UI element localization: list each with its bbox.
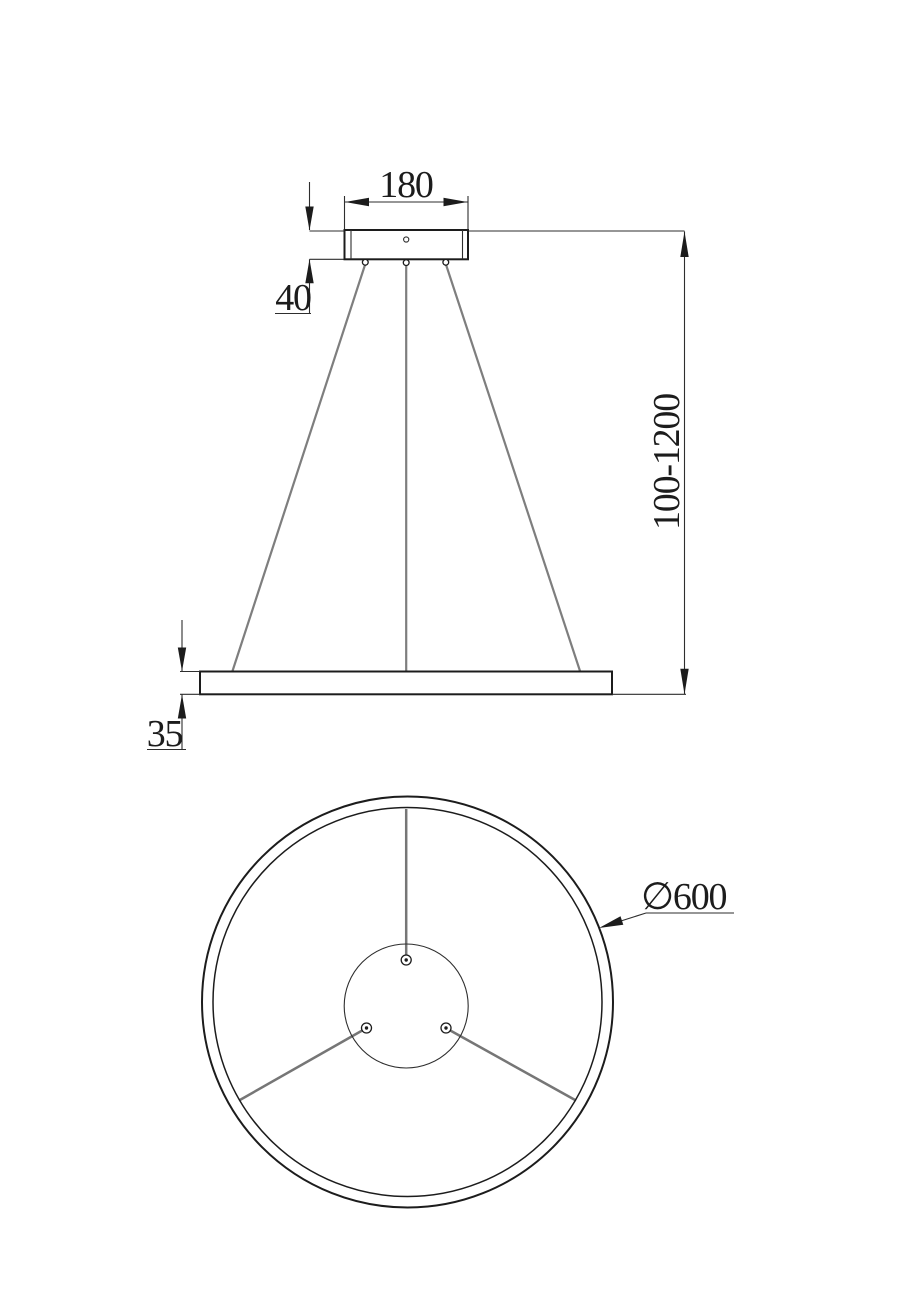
dimension-ring-diameter [599, 876, 734, 928]
front-view [147, 164, 689, 755]
dimension-canopy-height [275, 182, 314, 319]
dimension-suspension-height [646, 232, 689, 695]
suspension-wire-right [446, 264, 580, 671]
dimension-label-suspension-height: 100-1200 [646, 393, 688, 531]
light-ring-side-profile [180, 672, 686, 695]
wire-mount-top-dot [405, 958, 408, 961]
dimension-label-canopy-height: 40 [275, 277, 311, 319]
dimension-label-ring-height: 35 [146, 713, 183, 755]
arrowhead-down-icon [178, 648, 186, 672]
spoke-lower-right [450, 1031, 576, 1101]
dimension-canopy-width [345, 164, 469, 229]
dimension-label-canopy-width: 180 [379, 164, 433, 206]
suspension-wire-left [233, 264, 366, 671]
wire-mount-left-dot [365, 1026, 368, 1029]
spoke-lower-left [239, 1031, 362, 1101]
canopy-plan [344, 944, 468, 1068]
ring-outer-circle [202, 797, 613, 1208]
dimension-label-ring-diameter: ∅600 [641, 876, 727, 918]
arrowhead-leader-icon [599, 916, 623, 928]
ceiling-canopy [345, 230, 469, 266]
suspension-wires [233, 264, 581, 671]
arrowhead-down-icon [680, 669, 688, 695]
arrowhead-up-icon [680, 232, 688, 258]
wire-grip-right [443, 259, 449, 265]
ring-profile-body [200, 672, 612, 695]
arrowhead-left-icon [345, 198, 369, 206]
arrowhead-right-icon [444, 198, 468, 206]
canopy-body [345, 230, 469, 259]
dimension-ring-height [147, 620, 187, 755]
wire-grip-center [403, 260, 409, 266]
bottom-view [202, 797, 734, 1208]
ring-inner-circle [213, 808, 602, 1197]
wire-mount-right-dot [444, 1026, 447, 1029]
arrowhead-down-icon [305, 207, 313, 231]
wire-grip-left [362, 259, 368, 265]
